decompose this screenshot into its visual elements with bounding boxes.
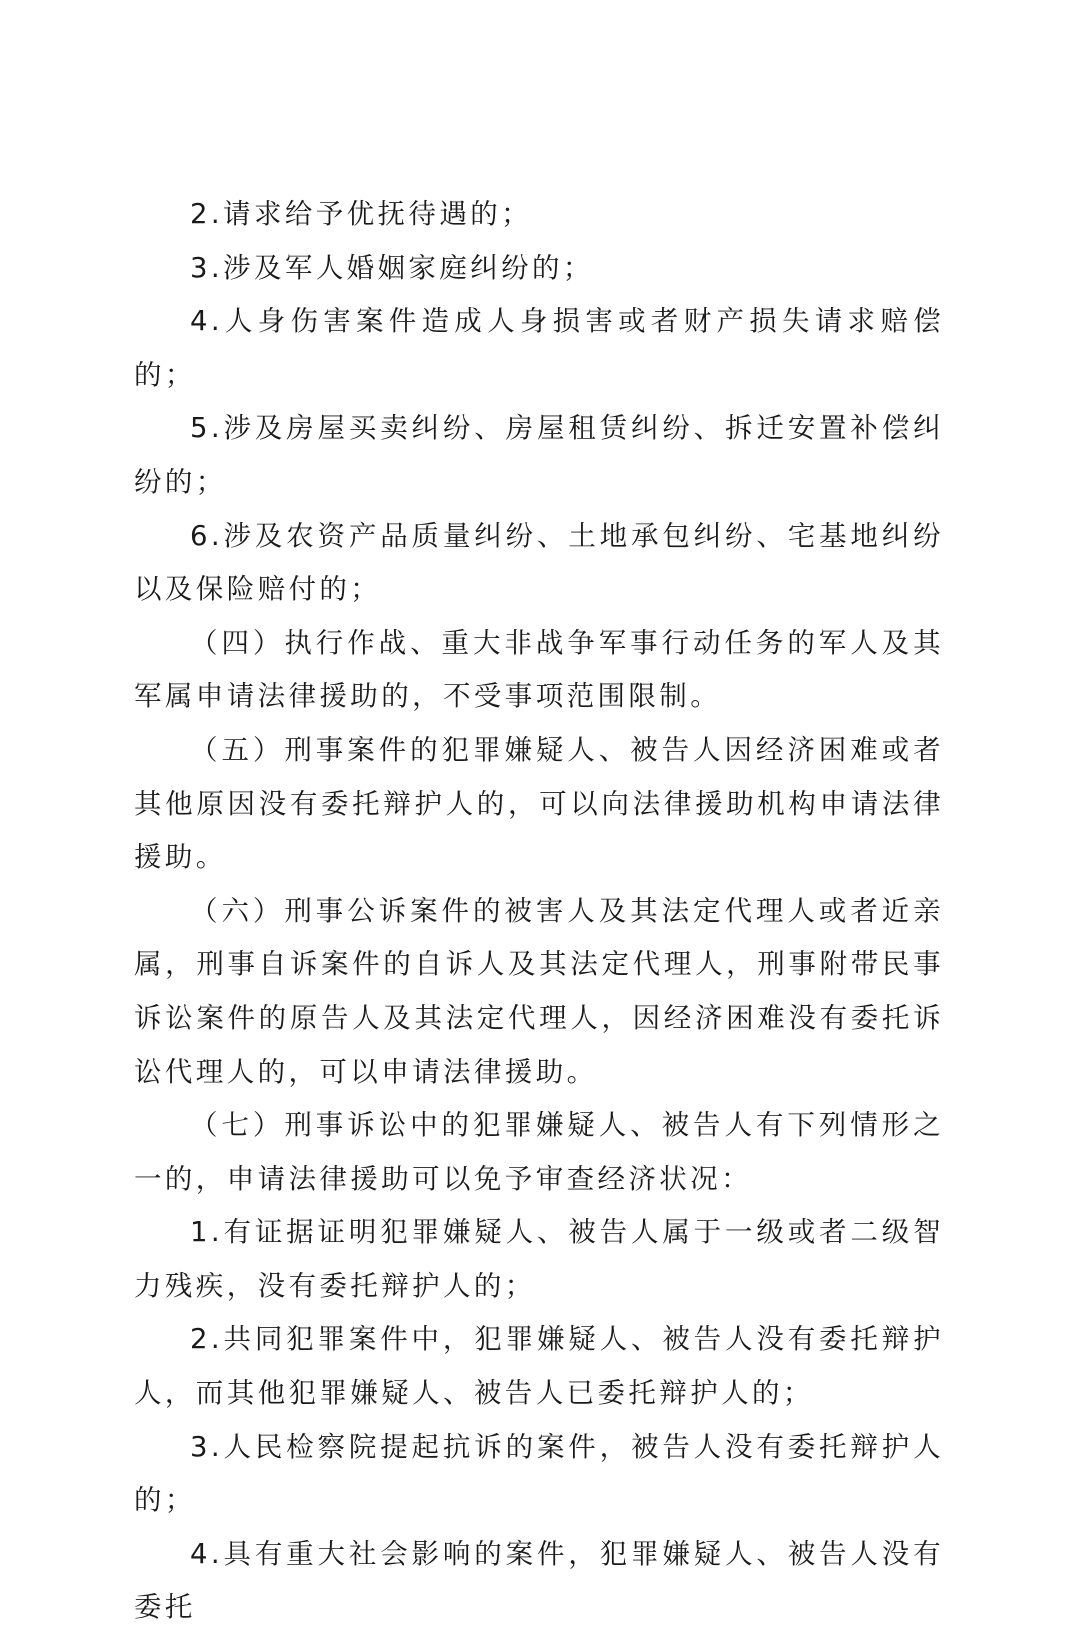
paragraph-section-4-military-operations: （四）执行作战、重大非战争军事行动任务的军人及其军属申请法律援助的，不受事项范围限制。 bbox=[134, 626, 944, 713]
paragraph-exemption-item-4: 4.具有重大社会影响的案件，犯罪嫌疑人、被告人没有委托 bbox=[134, 1537, 944, 1624]
paragraph-exemption-item-1: 1.有证据证明犯罪嫌疑人、被告人属于一级或者二级智力残疾，没有委托辩护人的； bbox=[134, 1216, 944, 1302]
paragraph-section-5-criminal-defense: （五）刑事案件的犯罪嫌疑人、被告人因经济困难或者其他原因没有委托辩护人的，可以向法律援助机构申请法律援助。 bbox=[134, 733, 944, 874]
paragraph-section-6-victims: （六）刑事公诉案件的被害人及其法定代理人或者近亲属，刑事自诉案件的自诉人及其法定代理人，刑事附带民事诉讼案件的原告人及其法定代理人，因经济困难没有委托诉讼代理人的，可以申请法律援助。 bbox=[134, 894, 944, 1088]
paragraph-item-4-personal-injury: 4.人身伤害案件造成人身损害或者财产损失请求赔偿的； bbox=[134, 305, 944, 391]
paragraph-item-3-military-marriage: 3.涉及军人婚姻家庭纠纷的； bbox=[190, 251, 594, 284]
document-body bbox=[134, 188, 944, 1635]
paragraph-item-6-agricultural-disputes: 6.涉及农资产品质量纠纷、土地承包纠纷、宅基地纠纷以及保险赔付的； bbox=[134, 519, 944, 606]
paragraph-item-5-housing-disputes: 5.涉及房屋买卖纠纷、房屋租赁纠纷、拆迁安置补偿纠纷的； bbox=[134, 412, 944, 498]
paragraph-exemption-item-3: 3.人民检察院提起抗诉的案件，被告人没有委托辩护人的； bbox=[134, 1430, 944, 1517]
paragraph-exemption-item-2: 2.共同犯罪案件中，犯罪嫌疑人、被告人没有委托辩护人，而其他犯罪嫌疑人、被告人已委托辩护人的； bbox=[134, 1323, 944, 1410]
paragraph-item-2-preferential-treatment: 2.请求给予优抚待遇的； bbox=[190, 198, 533, 230]
paragraph-section-7-exemption: （七）刑事诉讼中的犯罪嫌疑人、被告人有下列情形之一的，申请法律援助可以免予审查经济状况： bbox=[134, 1109, 944, 1195]
